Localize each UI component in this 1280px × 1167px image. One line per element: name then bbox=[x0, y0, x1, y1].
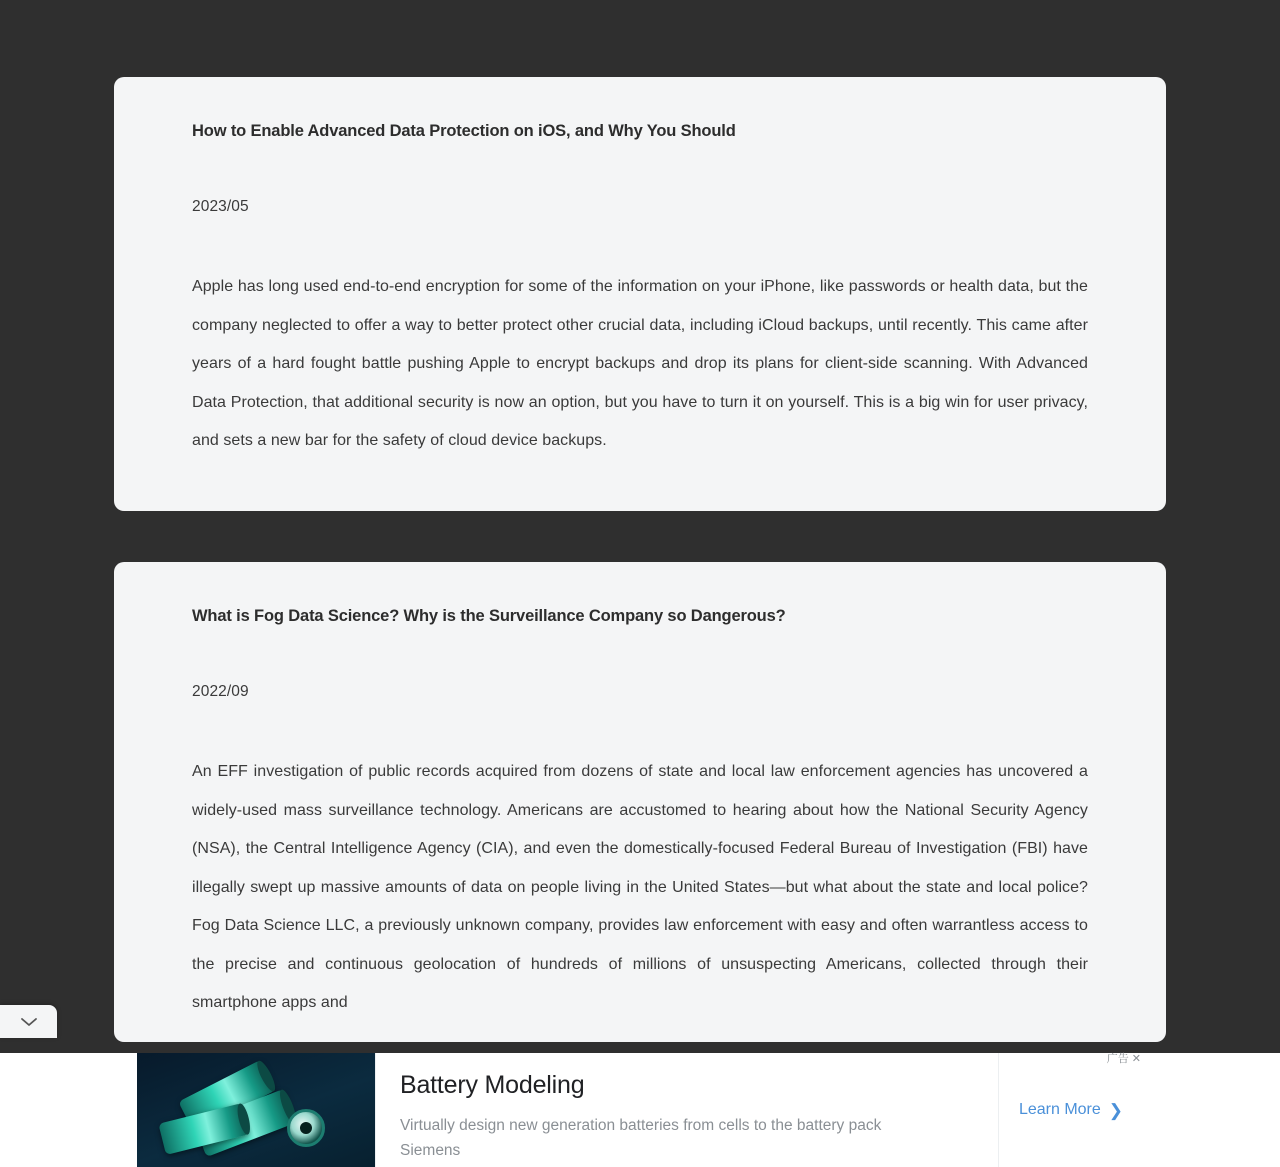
learn-more-button[interactable] bbox=[998, 1053, 1143, 1167]
chevron-down-icon bbox=[20, 1016, 38, 1028]
scroll-down-button[interactable] bbox=[0, 1005, 57, 1038]
page-title: How to Enable Advanced Data Protection on iOS, and Why You Should bbox=[192, 122, 736, 140]
battery-cell-icon bbox=[287, 1109, 325, 1147]
ad-label-group bbox=[1107, 1050, 1141, 1066]
article-card bbox=[114, 562, 1166, 1042]
page-title: What is Fog Data Science? Why is the Surveillance Company so Dangerous? bbox=[192, 606, 786, 625]
ad-label-text: 广告 bbox=[1106, 1053, 1129, 1065]
article-body: Apple has long used end-to-end encryption for some of the information on your iPhone, like passwords or health data, but the company neglected to offer a way to better protect other crucial data, including iCloud backups, until recently. This came after years of a hard fought battle pushing Apple to encrypt backups and drop its plans for client-side scanning. With Advanced Data Protection, that additional security is now an option, but you have to turn it on yourself. This is a big win for user privacy, and sets a new bar for the safety of cloud device backups. bbox=[192, 278, 1088, 450]
ad-description: Virtually design new generation batteries from cells to the battery pack bbox=[400, 1116, 882, 1134]
article-date: 2023/05 bbox=[192, 198, 249, 216]
close-icon[interactable]: ✕ bbox=[1131, 1052, 1141, 1065]
ad-image[interactable] bbox=[137, 1053, 375, 1167]
advertisement-banner[interactable] bbox=[0, 1053, 1280, 1167]
ad-headline[interactable]: Battery Modeling bbox=[400, 1071, 585, 1099]
ad-content[interactable] bbox=[137, 1053, 1143, 1167]
learn-more-label: Learn More bbox=[1018, 1101, 1101, 1118]
article-date: 2022/09 bbox=[192, 683, 249, 701]
article-body: An EFF investigation of public records acquired from dozens of state and local law enforcement agencies has uncovered a widely-used mass surveillance technology. Americans are accustomed to hearing about how the National Security Agency (NSA), the Central Intelligence Agency (CIA), and even the domestically-focused Federal Bureau of Investigation (FBI) have illegally swept up massive amounts of data on people living in the United States—but what about the state and local police? Fog Data Science LLC, a previously unknown company, provides law enforcement with easy and often warrantless access to the precise and continuous geolocation of hundreds of millions of unsuspecting Americans, collected through their smartphone apps and bbox=[192, 763, 1088, 1012]
chevron-right-icon: ❯ bbox=[1108, 1100, 1124, 1120]
ad-text-block[interactable] bbox=[375, 1053, 998, 1167]
article-card bbox=[114, 77, 1166, 511]
ad-advertiser: Siemens bbox=[400, 1141, 461, 1159]
